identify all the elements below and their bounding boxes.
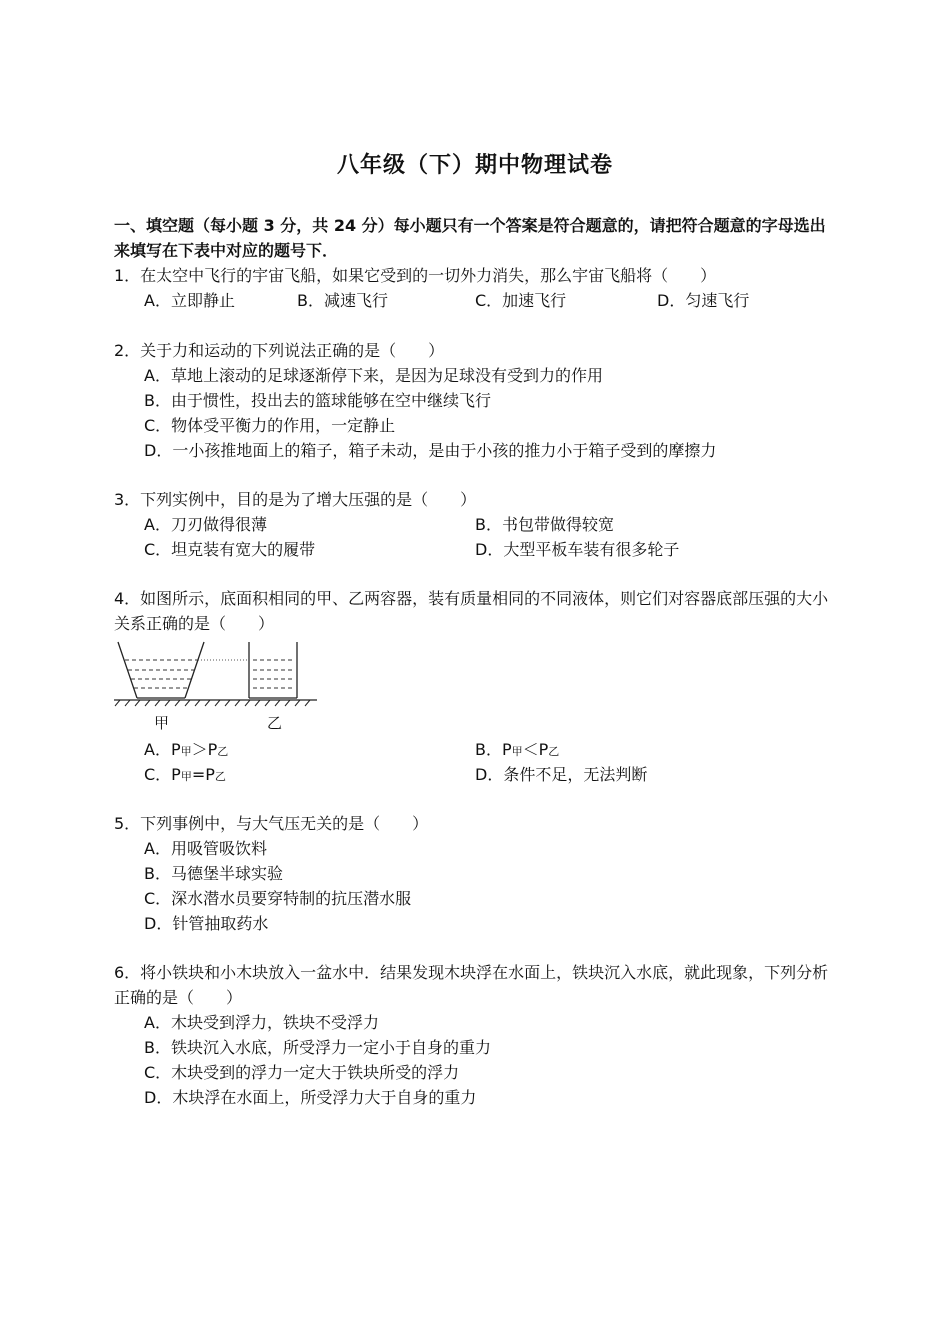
option-b: B．书包带做得较宽 bbox=[475, 515, 614, 534]
option-b: B．由于惯性，投出去的篮球能够在空中继续飞行 bbox=[144, 391, 491, 410]
ground-hatch bbox=[115, 700, 310, 706]
liquid-jia bbox=[125, 660, 198, 688]
option-a: A．木块受到浮力，铁块不受浮力 bbox=[144, 1013, 379, 1032]
option-d: D．匀速飞行 bbox=[657, 291, 750, 310]
option-d: D．针管抽取药水 bbox=[144, 914, 269, 933]
question-4 bbox=[114, 586, 834, 636]
option-c: C．坦克装有宽大的履带 bbox=[144, 540, 316, 559]
question-stem: 5．下列事例中，与大气压无关的是（ ） bbox=[114, 814, 429, 833]
option-b: B．马德堡半球实验 bbox=[144, 864, 283, 883]
option-d: D．大型平板车装有很多轮子 bbox=[475, 540, 680, 559]
section-heading: 一、填空题（每小题 3 分，共 24 分）每小题只有一个答案是符合题意的，请把符合题意的字母选出来填写在下表中对应的题号下． bbox=[114, 216, 826, 260]
question-stem: 2．关于力和运动的下列说法正确的是（ ） bbox=[114, 341, 445, 360]
option-c: C．深水潜水员要穿特制的抗压潜水服 bbox=[144, 889, 412, 908]
option-a: A．刀刃做得很薄 bbox=[144, 515, 267, 534]
question-3 bbox=[114, 487, 834, 562]
question-stem: 1．在太空中飞行的宇宙飞船，如果它受到的一切外力消失，那么宇宙飞船将（ ） bbox=[114, 266, 717, 285]
label-yi: 乙 bbox=[267, 714, 283, 732]
question-stem: 4．如图所示，底面积相同的甲、乙两容器，装有质量相同的不同液体，则它们对容器底部压强的大小关系正确的是（ ） bbox=[114, 589, 829, 633]
liquid-yi bbox=[253, 660, 294, 688]
label-jia: 甲 bbox=[154, 714, 170, 732]
option-a: A．P甲＞P乙 bbox=[144, 740, 229, 759]
option-b: B．减速飞行 bbox=[297, 291, 388, 310]
option-d: D．条件不足，无法判断 bbox=[475, 765, 648, 784]
question-stem: 3．下列实例中，目的是为了增大压强的是（ ） bbox=[114, 490, 477, 509]
option-c: C．木块受到的浮力一定大于铁块所受的浮力 bbox=[144, 1063, 460, 1082]
option-c: C．P甲=P乙 bbox=[144, 765, 226, 784]
option-b: B．P甲＜P乙 bbox=[475, 740, 560, 759]
question-4-options bbox=[114, 737, 834, 787]
option-row bbox=[144, 288, 834, 313]
option-b: B．铁块沉入水底，所受浮力一定小于自身的重力 bbox=[144, 1038, 491, 1057]
option-c: C．加速飞行 bbox=[475, 291, 567, 310]
option-c: C．物体受平衡力的作用，一定静止 bbox=[144, 416, 396, 435]
question-6 bbox=[114, 960, 834, 1110]
question-stem: 6．将小铁块和小木块放入一盆水中．结果发现木块浮在水面上，铁块沉入水底，就此现象，下列分析正确的是（ ） bbox=[114, 963, 829, 1007]
question-1 bbox=[114, 263, 834, 313]
option-a: A．用吸管吸饮料 bbox=[144, 839, 267, 858]
containers-figure bbox=[112, 640, 322, 735]
option-a: A．立即静止 bbox=[144, 291, 235, 310]
option-a: A．草地上滚动的足球逐渐停下来，是因为足球没有受到力的作用 bbox=[144, 366, 603, 385]
option-d: D．木块浮在水面上，所受浮力大于自身的重力 bbox=[144, 1088, 477, 1107]
option-d: D．一小孩推地面上的箱子，箱子未动，是由于小孩的推力小于箱子受到的摩擦力 bbox=[144, 441, 717, 460]
page-title: 八年级（下）期中物理试卷 bbox=[336, 153, 613, 178]
question-2 bbox=[114, 338, 834, 463]
question-5 bbox=[114, 811, 834, 936]
